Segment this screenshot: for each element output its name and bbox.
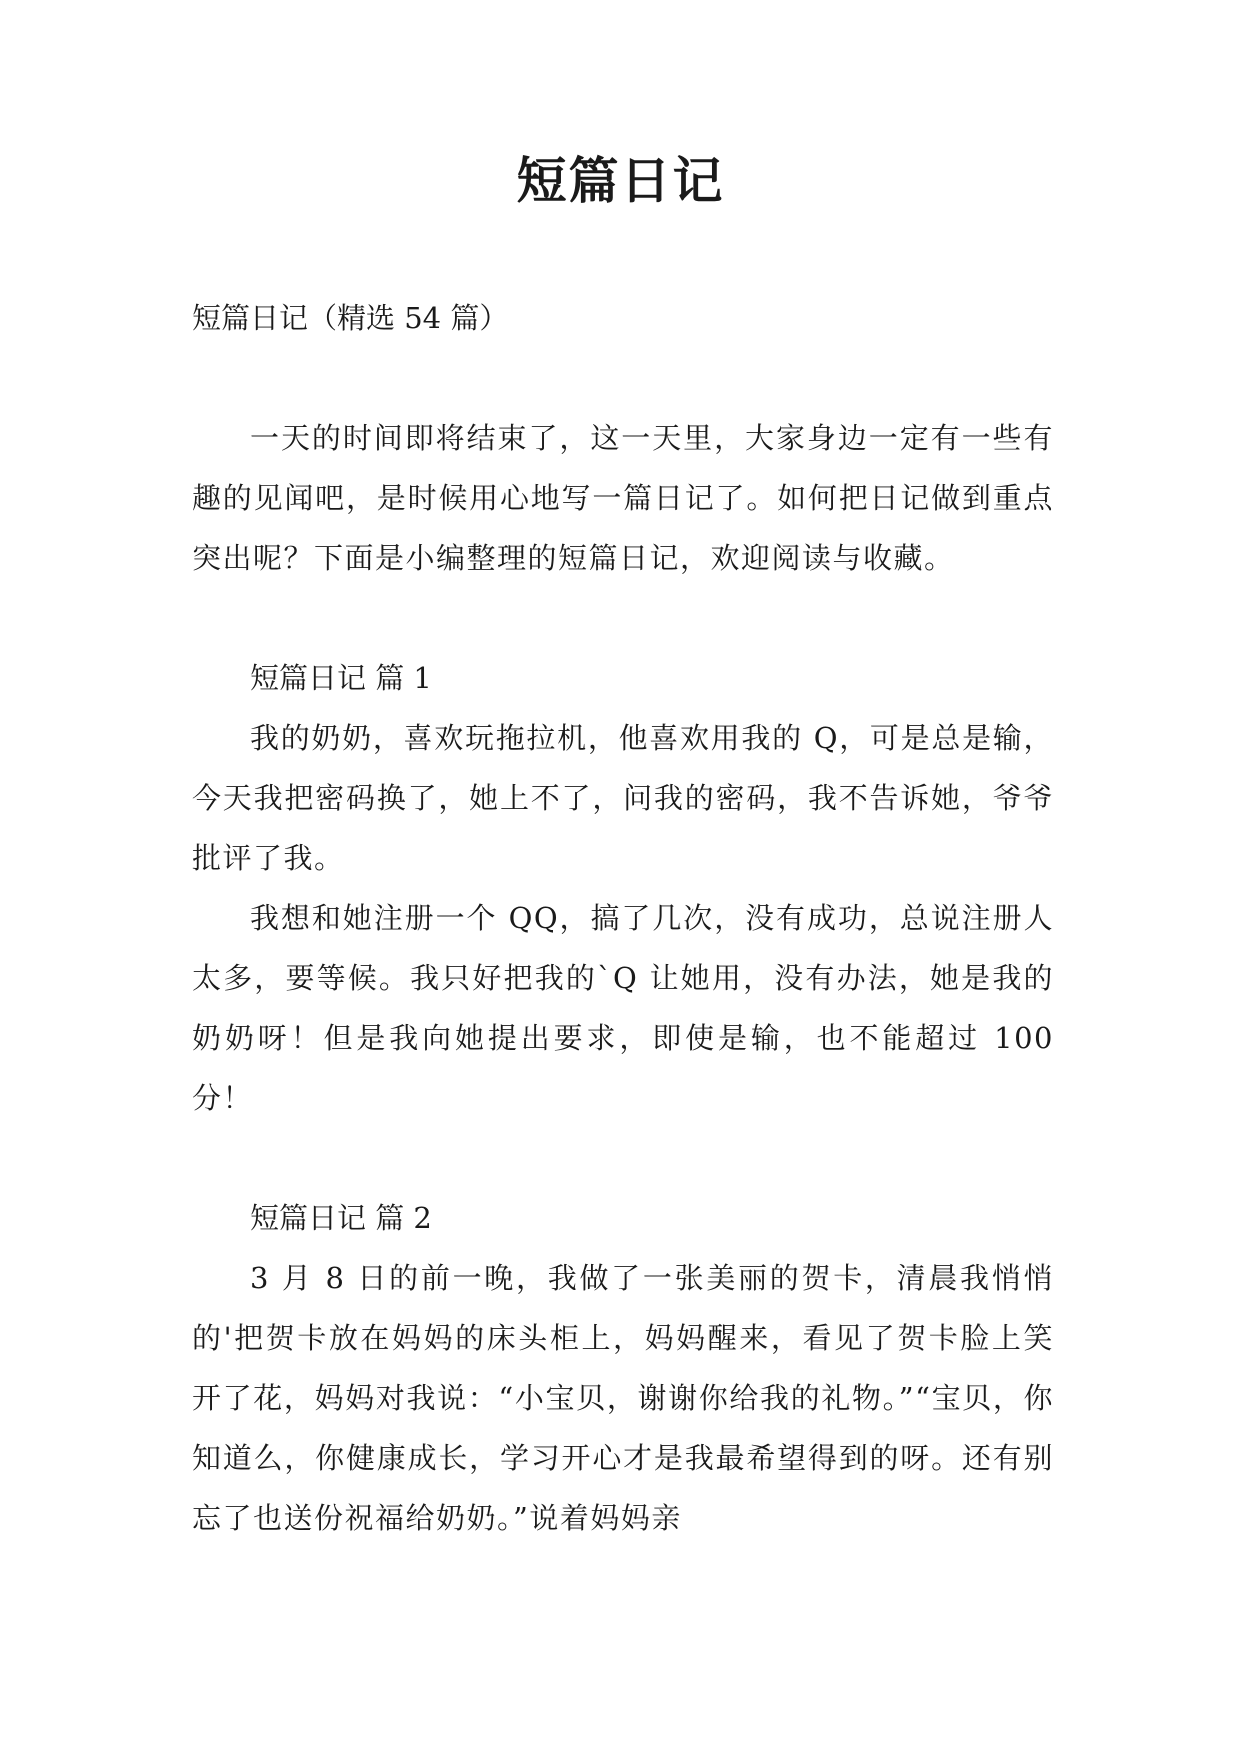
section-heading: 短篇日记 篇 2 xyxy=(250,1201,432,1235)
document-subtitle: 短篇日记（精选 54 篇） xyxy=(192,301,509,335)
section-heading: 短篇日记 篇 1 xyxy=(250,661,432,695)
intro-paragraph: 一天的时间即将结束了，这一天里，大家身边一定有一些有趣的见闻吧，是时候用心地写一篇日记了。如何把日记做到重点突出呢？下面是小编整理的短篇日记，欢迎阅读与收藏。 xyxy=(192,421,1054,575)
section-paragraph: 我想和她注册一个 QQ，搞了几次，没有成功，总说注册人太多，要等候。我只好把我的`Q 让她用，没有办法，她是我的奶奶呀！但是我向她提出要求，即使是输，也不能超过 100 分！ xyxy=(192,901,1054,1115)
section-paragraph: 我的奶奶，喜欢玩拖拉机，他喜欢用我的 Q，可是总是输，今天我把密码换了，她上不了，问我的密码，我不告诉她，爷爷批评了我。 xyxy=(192,721,1054,875)
document-title: 短篇日记 xyxy=(516,151,725,210)
document-body xyxy=(192,288,1054,1608)
diary-section-2 xyxy=(192,1188,1054,1548)
diary-section-1 xyxy=(192,648,1054,1128)
section-paragraph: 3 月 8 日的前一晚，我做了一张美丽的贺卡，清晨我悄悄的'把贺卡放在妈妈的床头柜上，妈妈醒来，看见了贺卡脸上笑开了花，妈妈对我说：“小宝贝，谢谢你给我的礼物。”“宝贝，你知道么，你健康成长，学习开心才是我最希望得到的呀。还有别忘了也送份祝福给奶奶。”说着妈妈亲 xyxy=(192,1261,1054,1535)
